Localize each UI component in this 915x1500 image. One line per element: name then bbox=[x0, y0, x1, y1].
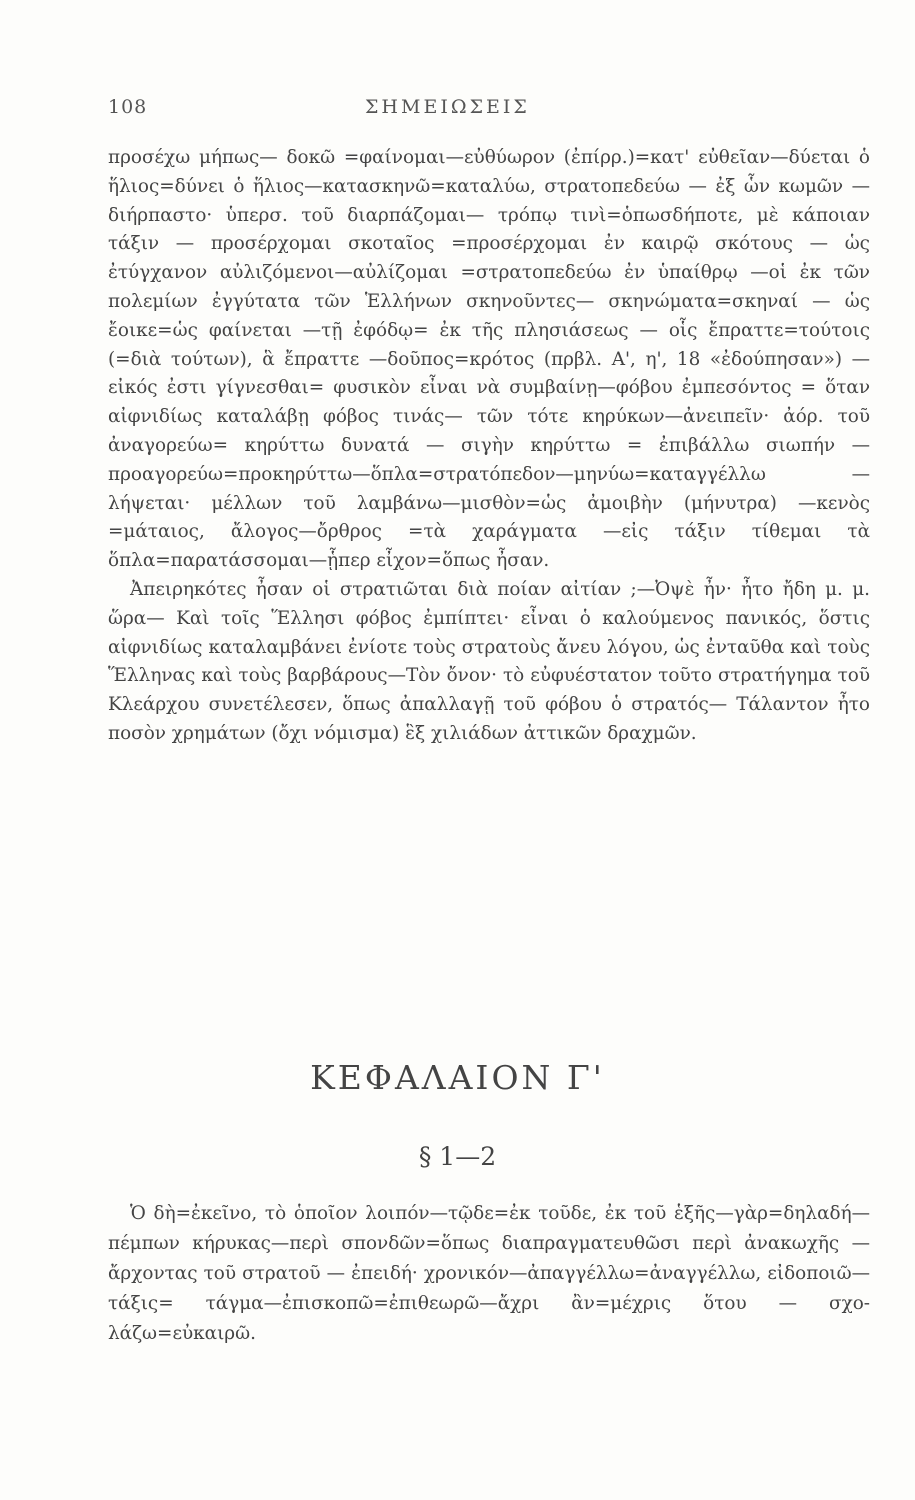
chapter-notes-block bbox=[108, 1199, 870, 1349]
chapter-title: ΚΕΦΑΛΑΙΟΝ Γ' bbox=[310, 1058, 605, 1097]
notes-paragraph: Ὁ δὴ=ἐκεῖνο, τὸ ὁποῖον λοιπόν—τῷδε=ἐκ τοῦδε, ἐκ τοῦ ἑξῆς—γὰρ=δηλαδή—πέμπων κήρυκας—περὶ σπονδῶν=ὅπως διαπραγματευθῶσι περὶ ἀνακωχῆς — ἄρχοντας τοῦ στρατοῦ — ἐπειδή· χρονικόν—ἀπαγγέλλω=ἀναγγέλλω, εἰδοποιῶ—τάξις= τάγμα—ἐπισκοπῶ=ἐπιθεωρῶ—ἄχρι ἂν=μέχρις ὅτου — σχολάζω=εὐκαιρῶ. bbox=[108, 1203, 870, 1344]
notes-paragraph: προσέχω μήπως— δοκῶ =φαίνομαι—εὐθύωρον (ἐπίρρ.)=κατ' εὐθεῖαν—δύεται ὁ ἥλιος=δύνει ὁ ἥλιος—κατασκηνῶ=καταλύω, στρατοπεδεύω — ἐξ ὧν κωμῶν — διήρπαστο· ὑπερσ. τοῦ διαρπάζομαι— τρόπῳ τινὶ=ὁπωσδήποτε, μὲ κάποιαν τάξιν — προσέρχομαι σκοταῖος =προσέρχομαι ἐν καιρῷ σκότους — ὡς ἐτύγχανον αὐλιζόμενοι—αὐλίζομαι =στρατοπεδεύω ἐν ὑπαίθρῳ —οἱ ἐκ τῶν πολεμίων ἐγγύτατα τῶν Ἑλλήνων σκηνοῦντες— σκηνώματα=σκηναί — ὡς ἔοικε=ὡς φαίνεται —τῇ ἐφόδῳ= ἐκ τῆς πλησιάσεως — οἷς ἔπραττε=τούτοις (=διὰ τούτων), ἃ ἔπραττε —δοῦπος=κρότος (πρβλ. Α', η', 18 «ἐδούπησαν») — εἰκός ἐστι γίγνεσθαι= φυσικὸν εἶναι νὰ συμβαίνῃ—φόβου ἐμπεσόντος = ὅταν αἰφνιδίως καταλάβῃ φόβος τινάς— τῶν τότε κηρύκων—ἀνειπεῖν· ἀόρ. τοῦ ἀναγορεύω= κηρύττω δυνατά — σιγὴν κηρύττω = ἐπιβάλλω σιωπήν — προαγορεύω=προκηρύττω—ὅπλα=στρατόπεδον—μηνύω=καταγγέλλω —λήψεται· μέλλων τοῦ λαμβάνω—μισθὸν=ὡς ἀμοιβὴν (μήνυτρα) —κενὸς =μάταιος, ἄλογος—ὄρθρος =τὰ χαράγματα —εἰς τάξιν τίθεμαι τὰ ὅπλα=παρατάσσομαι—ᾗπερ εἶχον=ὅπως ἦσαν. bbox=[108, 147, 870, 572]
section-title: § 1—2 bbox=[418, 1142, 497, 1171]
notes-block bbox=[108, 144, 870, 749]
page-number: 108 bbox=[108, 96, 148, 118]
notes-paragraph: Ἀπειρηκότες ἦσαν οἱ στρατιῶται διὰ ποίαν αἰτίαν ;—Ὀψὲ ἦν· ἦτο ἤδη μ. μ. ὥρα— Καὶ τοῖς Ἕλλησι φόβος ἐμπίπτει· εἶναι ὁ καλούμενος πανικός, ὅστις αἰφνιδίως καταλαμβάνει ἐνίοτε τοὺς στρατοὺς ἄνευ λόγου, ὡς ἐνταῦθα καὶ τοὺς Ἕλληνας καὶ τοὺς βαρβάρους—Τὸν ὄνον· τὸ εὐφυέστατον τοῦτο στρατήγημα τοῦ Κλεάρχου συνετέλεσεν, ὅπως ἀπαλλαγῇ τοῦ φόβου ὁ στρατός— Τάλαντον ἦτο ποσὸν χρημάτων (ὄχι νόμισμα) ἓξ χιλιάδων ἀττικῶν δραχμῶν. bbox=[108, 578, 870, 744]
page-header bbox=[108, 96, 870, 126]
running-title: ΣΗΜΕΙΩΣΕΙΣ bbox=[365, 96, 530, 118]
